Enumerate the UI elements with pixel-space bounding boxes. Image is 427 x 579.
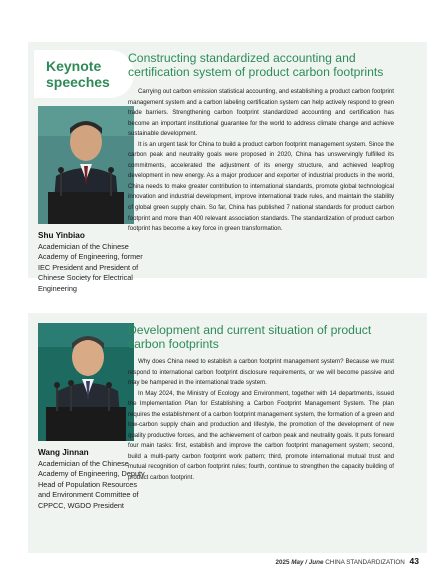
speaker-name: Wang Jinnan: [38, 448, 89, 457]
section-label: Keynote speeches: [46, 58, 110, 90]
speaker-description: Academician of the Chinese Academy of Engineering, former IEC President and President of Chinese Society for Electrical Engineering: [38, 242, 143, 293]
page-number: 43: [409, 556, 419, 566]
article-body: [128, 357, 394, 484]
paragraph: In May 2024, the Ministry of Ecology and Environment, together with 14 departments, issued the Implementation Plan for Establishing a Carbon Footprint Management System. The plan requires the establishment of a carbon footprint management system, the formation of a green and low-carbon supply chain and production and lifestyle, the promotion of the development of new quality productive forces, and the achievement of carbon peak and neutrality goals. It puts forward four main tasks: first, establish and improve the carbon footprint management system; second, build a multi-party carbon footprint work pattern; third, promote international mutual trust and mutual recognition of carbon footprint rules; fourth, continue to strengthen the capacity building of product carbon footprint.: [128, 389, 394, 482]
section-badge: [34, 50, 134, 98]
speaker-photo-shu-yinbiao: [38, 106, 134, 224]
paragraph: Carrying out carbon emission statistical accounting, and establishing a product carbon footprint management system and a carbon labeling certification system can help actively respond to green trade barriers. Strengthening carbon footprint standardized accounting and certification has become an important institutional guarantee for the world to address climate change and achieve sustainable development.: [128, 88, 394, 138]
article-body: [128, 87, 394, 235]
article-heading: Constructing standardized accounting and certification system of product carbon footprints: [128, 51, 384, 79]
page-footer: [276, 556, 419, 566]
speaker-name: Shu Yinbiao: [38, 231, 85, 240]
speaker-description: Academician of the Chinese Academy of Engineering, Deputy Head of Population Resources and Environment Committee of CPPCC, WGDO President: [38, 459, 145, 510]
paragraph: It is an urgent task for China to build a product carbon footprint management system. Since the carbon peak and neutrality goals were proposed in 2020, China has unswervingly fulfilled its commitments, accelerated the adjustment of its energy structure, and achieved leapfrog development in new energy. As a major producer and exporter of industrial products in the world, China needs to make greater contribution to international standards, promote global technological innovation and industrial development, improve international trade rules, and maintain the stability of global green supply chain. So far, China has published 7 national standards for product carbon footprint and more than 400 relevant association standards. The standardization of product carbon footprint has become a key force in green transformation.: [128, 140, 394, 233]
footer-year: 2025: [275, 559, 290, 566]
footer-magazine: CHINA STANDARDIZATION: [325, 559, 405, 566]
speaker-photo-wang-jinnan: [38, 323, 134, 441]
paragraph: Why does China need to establish a carbon footprint management system? Because we must respond to international carbon footprint disclosure requirements, or we will become passive and may be hampered in the international trade system.: [128, 358, 394, 387]
article-heading: Development and current situation of product carbon footprints: [128, 323, 372, 351]
footer-issue: May / June: [291, 559, 324, 566]
